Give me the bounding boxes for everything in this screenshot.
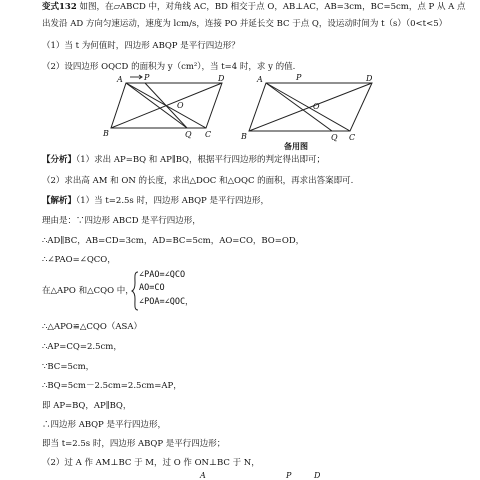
label-p-2: P bbox=[296, 74, 302, 82]
diagonal-ac-2 bbox=[266, 83, 350, 131]
system-eq-2: AO=CO bbox=[139, 283, 165, 293]
label-d-2: D bbox=[366, 74, 373, 83]
label-b: B bbox=[103, 129, 109, 138]
solution-head: 【解析】 bbox=[42, 196, 77, 206]
solution-line-1 bbox=[42, 196, 269, 207]
figure-caption: 备用图 bbox=[284, 141, 308, 151]
parallelogram-figure-1 bbox=[96, 74, 226, 140]
analysis-line-1 bbox=[42, 155, 325, 166]
solution-line-6: ∴△APO≌△CQO（ASA） bbox=[42, 322, 142, 332]
problem-title: 变式132 bbox=[42, 2, 77, 12]
solution-line-5: 在△APO 和△CQO 中， bbox=[42, 286, 134, 296]
solution-line-13: （2）过 A 作 AM⊥BC 于 M，过 O 作 ON⊥BC 于 N， bbox=[42, 458, 260, 468]
brace-icon bbox=[131, 271, 139, 311]
label-o: O bbox=[177, 101, 184, 110]
question-1: （1）当 t 为何值时，四边形 ABQP 是平行四边形？ bbox=[42, 41, 240, 51]
solution-line-12: 即当 t=2.5s 时，四边形 ABQP 是平行四边形； bbox=[42, 439, 226, 449]
label-a-2: A bbox=[257, 75, 263, 84]
system-eq-1: ∠PAO=∠QCO bbox=[139, 270, 186, 280]
label-a: A bbox=[117, 75, 123, 84]
label-o-2: O bbox=[313, 102, 320, 111]
label-d: D bbox=[218, 74, 225, 83]
bottom-label-p: P bbox=[286, 471, 292, 480]
label-c-2: C bbox=[349, 133, 356, 142]
analysis-text-1: （1）求出 AP=BQ 和 AP∥BQ，根据平行四边形的判定得出即可； bbox=[76, 155, 325, 165]
solution-line-2: 理由是：∵四边形 ABCD 是平行四边形， bbox=[42, 216, 201, 226]
analysis-head: 【分析】 bbox=[42, 155, 77, 165]
segment-aq-2 bbox=[266, 83, 332, 131]
problem-line-1 bbox=[42, 2, 466, 13]
solution-line-10: 即 AP=BQ，AP∥BQ， bbox=[42, 401, 132, 411]
problem-text: 如图，在▱ABCD 中，对角线 AC，BD 相交于点 O，AB⊥AC，AB=3cm，BC=5cm，点 P 从 A 点 bbox=[76, 2, 466, 12]
label-c: C bbox=[205, 130, 212, 139]
solution-text-1: （1）当 t=2.5s 时，四边形 ABQP 是平行四边形， bbox=[76, 196, 269, 206]
analysis-line-2: （2）求出高 AM 和 ON 的长度，求出△DOC 和△OQC 的面积，再求出答案即可. bbox=[42, 176, 354, 186]
solution-line-11: ∴四边形 ABQP 是平行四边形， bbox=[42, 420, 166, 430]
solution-line-9: ∴BQ=5cm－2.5cm=2.5cm=AP， bbox=[42, 381, 182, 391]
solution-line-4: ∴∠PAO=∠QCO， bbox=[42, 255, 116, 265]
bottom-label-d: D bbox=[314, 471, 321, 480]
bottom-label-a: A bbox=[200, 471, 206, 480]
system-eq-3: ∠POA=∠QOC， bbox=[139, 297, 194, 307]
problem-line-2: 出发沿 AD 方向匀速运动，速度为 lcm/s，连接 PO 并延长交 BC 于点 Q，设运动时间为 t（s）（0<t<5） bbox=[42, 19, 448, 29]
solution-line-8: ∵BC=5cm， bbox=[42, 362, 95, 372]
question-2: （2）设四边形 OQCD 的面积为 y（cm²），当 t=4 时，求 y 的值. bbox=[42, 62, 296, 72]
solution-line-3: ∴AD∥BC，AB=CD=3cm，AD=BC=5cm，AO=CO，BO=OD， bbox=[42, 236, 305, 246]
solution-line-7: ∴AP=CQ=2.5cm， bbox=[42, 342, 122, 352]
label-q-2: Q bbox=[331, 133, 338, 142]
label-q: Q bbox=[185, 130, 192, 139]
parallelogram-figure-2 bbox=[238, 74, 378, 152]
label-b-2: B bbox=[241, 132, 247, 141]
label-p: P bbox=[144, 74, 150, 82]
